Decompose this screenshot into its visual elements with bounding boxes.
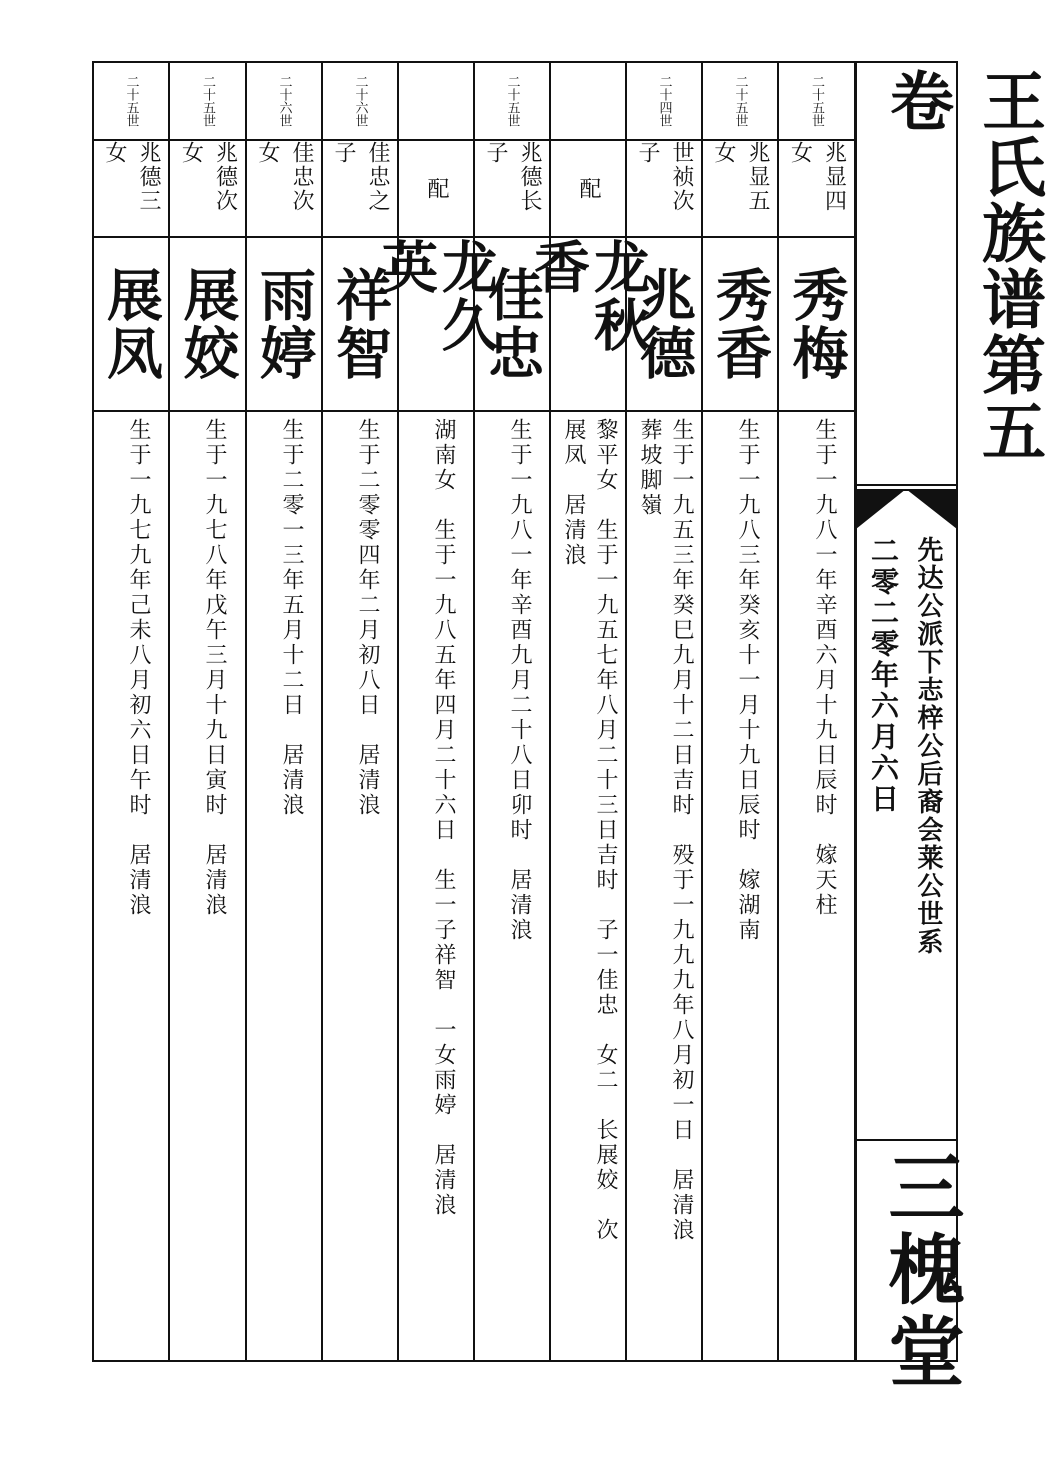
person-name: 展凤 [98, 266, 164, 382]
relation-label: 佳忠之子 [331, 141, 390, 213]
generation-label: 二十五世 [200, 75, 215, 127]
generation-cell [94, 63, 168, 139]
relation-cell [323, 141, 397, 236]
relation-label: 兆德次女 [178, 141, 238, 213]
lineage-text: 先达公派下志梓公后裔会莱公世系 [913, 536, 943, 956]
relation-label: 配 [424, 176, 449, 201]
relation-cell [247, 141, 321, 236]
name-cell [373, 238, 499, 410]
relation-label: 兆显四女 [787, 141, 847, 213]
person-name: 展姣 [174, 266, 241, 382]
generation-cell [170, 63, 245, 139]
biography-text: 黎平女 生于一九五七年八月二十三日吉时 子一佳忠 女二 长展姣 次 展凤 居清浪 [561, 418, 618, 1243]
biography-text: 生于一九八三年癸亥十一月十九日辰时 嫁湖南 [735, 418, 760, 943]
frame-bottom-border [92, 1360, 958, 1362]
person-name: 雨婷 [251, 266, 317, 382]
generation-cell [475, 63, 549, 139]
person-name: 秀梅 [783, 266, 850, 382]
biography-text: 生于一九五三年癸巳九月十二日吉时 殁于一九九九年八月初一日 居清浪 葬坡脚嶺 [637, 418, 694, 1243]
generation-cell [551, 63, 625, 139]
biography-text: 生于一九八一年辛酉九月二十八日卯时 居清浪 [507, 418, 532, 943]
relation-cell [475, 141, 549, 236]
black-fishtail-ornament [856, 489, 957, 529]
relation-label: 佳忠次女 [255, 141, 314, 213]
hall-divider [856, 1139, 957, 1141]
title-divider-upper [856, 484, 957, 486]
name-cell [779, 238, 854, 410]
relation-cell [703, 141, 777, 236]
name-cell [703, 238, 777, 410]
relation-cell [399, 141, 473, 236]
person-name: 龙秋香 [525, 238, 651, 354]
biography-text: 湖南女 生于一九八五年四月二十六日 生一子祥智 一女雨婷 居清浪 [431, 418, 456, 1218]
generation-cell [323, 63, 397, 139]
name-cell [94, 238, 168, 410]
generation-label: 二十五世 [809, 75, 824, 127]
relation-label: 兆德三女 [102, 141, 161, 213]
biography-text: 生于一九七九年己未八月初六日午时 居清浪 [126, 418, 151, 918]
hall-name: 三槐堂 [876, 1148, 965, 1394]
relation-label: 兆德长子 [483, 141, 542, 213]
person-name: 龙久英 [373, 238, 499, 354]
date-text: 二零二零年六月六日 [867, 536, 900, 815]
title-column-divider [854, 61, 857, 1362]
generation-label: 二十六世 [352, 75, 368, 127]
generation-cell [703, 63, 777, 139]
name-cell [247, 238, 321, 410]
generation-cell [627, 63, 701, 139]
relation-cell [627, 141, 701, 236]
biography-text: 生于一九八一年辛酉六月十九日辰时 嫁天柱 [812, 418, 837, 918]
generation-cell [779, 63, 854, 139]
generation-label: 二十六世 [276, 75, 292, 127]
biography-text: 生于二零一三年五月十二日 居清浪 [279, 418, 304, 818]
biography-text: 生于二零零四年二月初八日 居清浪 [355, 418, 380, 818]
relation-cell [94, 141, 168, 236]
name-cell [525, 238, 651, 410]
book-title: 王氏族谱第五卷 [879, 68, 1046, 464]
generation-label: 二十五世 [504, 75, 520, 127]
relation-label: 兆显五女 [711, 141, 770, 213]
relation-label: 世祯次子 [635, 141, 694, 213]
name-cell [170, 238, 245, 410]
relation-cell [779, 141, 854, 236]
relation-cell [170, 141, 245, 236]
generation-label: 二十四世 [656, 75, 672, 127]
relation-cell [551, 141, 625, 236]
relation-label: 配 [576, 176, 601, 201]
generation-label: 二十五世 [123, 75, 139, 127]
person-name: 佳忠 [479, 266, 545, 382]
biography-text: 生于一九七八年戊午三月十九日寅时 居清浪 [202, 418, 227, 918]
name-cell [323, 238, 397, 410]
person-name: 兆德 [631, 266, 697, 382]
person-name: 秀香 [707, 266, 773, 382]
generation-label: 二十五世 [732, 75, 748, 127]
person-name: 祥智 [327, 266, 393, 382]
generation-cell [399, 63, 473, 139]
generation-cell [247, 63, 321, 139]
